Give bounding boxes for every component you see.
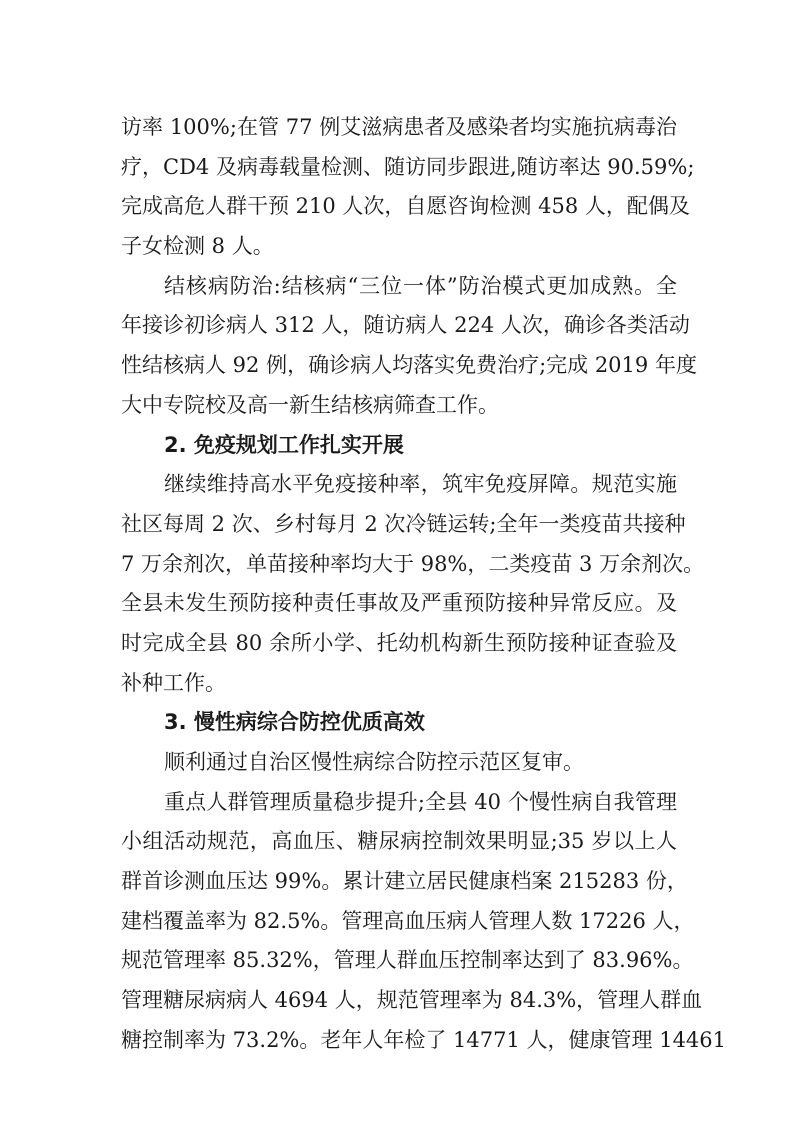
text-line: 顺利通过自治区慢性病综合防控示范区复审。 xyxy=(164,750,584,774)
text-line: 年接诊初诊病人 312 人，随访病人 224 人次，确诊各类活动 xyxy=(121,313,690,338)
section-heading: 2. 免疫规划工作扎实开展 xyxy=(164,432,404,457)
text-line: 糖控制率为 73.2%。老年人年检了 14771 人，健康管理 14461 xyxy=(121,1027,727,1052)
text-line: 管理糖尿病病人 4694 人，规范管理率为 84.3%，管理人群血 xyxy=(121,988,703,1013)
text-line: 完成高危人群干预 210 人次，自愿咨询检测 458 人，配偶及 xyxy=(121,194,690,219)
text-line: 性结核病人 92 例，确诊病人均落实免费治疗;完成 2019 年度 xyxy=(121,353,697,378)
document-page xyxy=(121,108,727,1061)
text-line: 访率 100%;在管 77 例艾滋病患者及感染者均实施抗病毒治 xyxy=(121,115,677,139)
text-line: 子女检测 8 人。 xyxy=(121,234,274,259)
text-line: 继续维持高水平免疫接种率，筑牢免疫屏障。规范实施 xyxy=(164,472,677,497)
text-line: 全县未发生预防接种责任事故及严重预防接种异常反应。及 xyxy=(121,591,677,616)
text-line: 结核病防治:结核病“三位一体”防治模式更加成熟。全 xyxy=(164,273,677,298)
text-line: 时完成全县 80 余所小学、托幼机构新生预防接种证查验及 xyxy=(121,630,677,655)
text-line: 7 万余剂次，单苗接种率均大于 98%，二类疫苗 3 万余剂次。 xyxy=(121,551,705,576)
text-line: 规范管理率 85.32%，管理人群血压控制率达到了 83.96%。 xyxy=(121,948,694,973)
text-line: 小组活动规范，高血压、糖尿病控制效果明显;35 岁以上人 xyxy=(121,829,677,854)
text-line: 社区每周 2 次、乡村每月 2 次冷链运转;全年一类疫苗共接种 xyxy=(121,511,686,536)
section-heading: 3. 慢性病综合防控优质高效 xyxy=(164,710,425,735)
text-line: 重点人群管理质量稳步提升;全县 40 个慢性病自我管理 xyxy=(164,789,677,814)
text-line: 建档覆盖率为 82.5%。管理高血压病人管理人数 17226 人， xyxy=(121,908,695,933)
text-line: 补种工作。 xyxy=(121,670,226,695)
text-line: 疗，CD4 及病毒载量检测、随访同步跟进,随访率达 90.59%; xyxy=(121,154,695,179)
text-line: 群首诊测血压达 99%。累计建立居民健康档案 215283 份， xyxy=(121,869,688,894)
text-line: 大中专院校及高一新生结核病筛查工作。 xyxy=(121,392,499,417)
